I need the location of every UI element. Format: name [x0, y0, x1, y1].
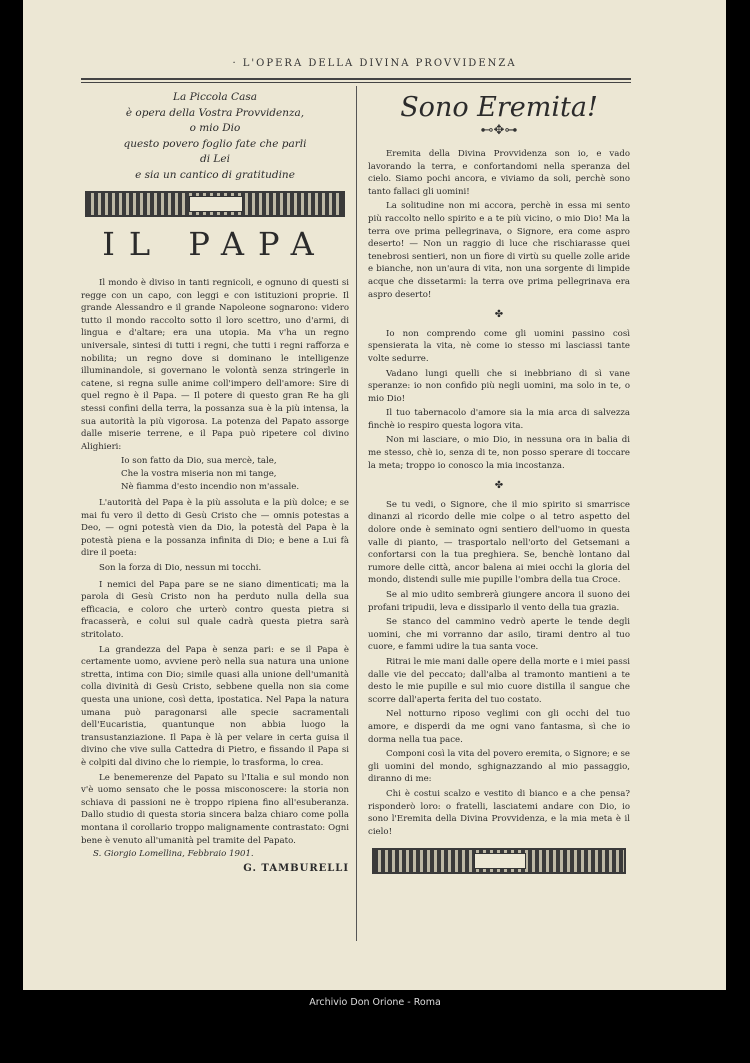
- dedication: [81, 90, 349, 183]
- right-column: [368, 90, 630, 882]
- paragraph: Vadano lungi quelli che si inebbriano di sì vane speranze: io non confido più negli uomini, ma solo in te, o mio Dio!: [368, 368, 630, 404]
- decorative-banner-bottom: [372, 848, 626, 874]
- paragraph: Se stanco del cammino vedrò aperte le tende degli uomini, che mi vorranno dar asilo, tirami dentro al tuo cuore, e fammi udire la tua santa voce.: [368, 617, 630, 653]
- verse-quote: [99, 562, 349, 575]
- paragraph: Il tuo tabernacolo d'amore sia la mia arca di salvezza finchè io respiro questa logora vita.: [368, 408, 630, 431]
- dedication-line: o mio Dio: [189, 122, 241, 134]
- article-body-sono-eremita: [368, 148, 630, 838]
- paragraph: L'autorità del Papa è la più assoluta e la più dolce; e se mai fu vero il detto di Gesù Cristo che — omnis potestas a Deo, — ogni potestà vien da Dio, la potestà del Papa è la potestà piena e la possanza infinita di Dio; e bene a Lui fà dire il poeta:: [81, 498, 349, 559]
- verse-line: Nè fiamma d'esto incendio non m'assale.: [121, 481, 300, 492]
- paragraph: I nemici del Papa pare se ne siano dimenticati; ma la parola di Gesù Cristo non ha perduto nulla della sua efficacia, e coloro che urterò contro questa pietra si fracasserà, e colui sul quale cadrà questa pietra sarà stritolato.: [81, 579, 349, 641]
- paragraph: Chi è costui scalzo e vestito di bianco e a che pensa? risponderò loro: o fratelli, lasciatemi andare con Dio, io sono l'Eremita della Divina Provvidenza, e la mia meta è il cielo!: [368, 788, 630, 837]
- verse-line: Son la forza di Dio, nessun mi tocchi.: [99, 563, 262, 574]
- paragraph: Il mondo è diviso in tanti regnicoli, e ognuno di questi si regge con un capo, con leggi e con istituzioni proprie. Il grande Alessandro e il grande Napoleone sognarono: videro tutto il mondo raccolto sotto il loro scettro, uno d'armi, di lingua e d'altare; era una utopia. Ma v'ha un regno universale, sintesi di tutti i regni, che tutti i regni rafforza e nobilita; un regno dove si dominano le intelligenze illuminandole, si governano le volontà senza stringerle in catene, si regna sulle anime coll'impero dell'amore: Sire di quel regno è il Papa. — Il potere di questo gran Re ha gli stessi confini della terra, la possanza sua è la più intensa, la sua autorità la più vigorosa. La potenza del Papato assorge dalle miserie terrene, e il Papa può ripetere col divino Alighieri:: [81, 278, 349, 452]
- paragraph: Eremita della Divina Provvidenza son io, e vado lavorando la terra, e confortandomi nella speranza del cielo. Siamo pochi ancora, e viviamo da soli, perchè sono tanto fallaci gli uomini!: [368, 149, 630, 197]
- paragraph: La solitudine non mi accora, perchè in essa mi sento più raccolto nello spirito e a te più vicino, o mio Dio! Ma la terra ove prima pellegrinava, o Signore, era come aspro deserto! — Non un raggio di luce che rischiarasse quei tenebrosi sentieri, non un fiore di virtù su quelle zolle aride e bianche, non un'aura di vita, non una sorgente di limpide acque che dissetarmi: la terra ove prima pellegrinava era aspro deserto!: [368, 201, 630, 300]
- dedication-line: La Piccola Casa: [173, 91, 257, 103]
- left-column: [81, 90, 349, 874]
- paragraph: Componi così la vita del povero eremita, o Signore; e se gli uomini del mondo, sghignazzando al mio passaggio, diranno di me:: [368, 749, 630, 785]
- paragraph: Non mi lasciare, o mio Dio, in nessuna ora in balia di me stesso, chè io, senza di te, non posso sperare di toccare la meta; troppo io conosco la mia incostanza.: [368, 435, 630, 471]
- running-header: · L'OPERA DELLA DIVINA PROVVIDENZA: [232, 58, 517, 69]
- author-name: G. TAMBURELLI: [243, 863, 349, 875]
- title-ornament: ⊷✥⊶: [480, 123, 518, 138]
- section-separator: ✤: [494, 309, 504, 321]
- decorative-banner: [85, 191, 345, 217]
- paragraph: Io non comprendo come gli uomini passino così spensierata la vita, nè come io stesso mi lasciassi tante volte sedurre.: [368, 328, 630, 364]
- column-divider: [356, 86, 357, 941]
- archive-credit: Archivio Don Orione - Roma: [309, 997, 441, 1008]
- verse-line: Che la vostra miseria non mi tange,: [121, 468, 277, 479]
- paragraph: Se al mio udito sembrerà giungere ancora il suono dei profani tripudii, leva e dissiparlo il vento della tua grazia.: [368, 590, 630, 613]
- verse-line: Io son fatto da Dio, sua mercè, tale,: [121, 456, 277, 467]
- dedication-line: di Lei: [200, 153, 230, 165]
- article-title-il-papa: IL PAPA: [102, 225, 328, 263]
- paragraph: La grandezza del Papa è senza pari: e se il Papa è certamente uomo, avviene però nella sua natura una unione stretta, intima con Dio; simile quasi alla unione dell'umanità colla divinità di Gesù Cristo, sebbene quella non sia come questa una unione, così detta, ipostatica. Nel Papa la natura umana può paragonarsi alle specie sacramentali dell'Eucaristia, quantunque non abbia luogo la transustanziazione. Il Papa è là per velare in certa guisa il divino che vive sulla Cattedra di Pietro, e fissando il Papa si è colpiti dal divino che lo riempie, lo trasforma, lo crea.: [81, 644, 349, 768]
- dedication-line: e sia un cantico di gratitudine: [135, 168, 295, 181]
- article-title-sono-eremita: Sono Eremita!: [400, 92, 598, 123]
- newspaper-page: [23, 0, 726, 990]
- paragraph: Se tu vedi, o Signore, che il mio spirito si smarrisce dinanzi al ricordo delle mie colpe o al tetro aspetto del dolore onde è seminato ogni sentiero dell'uomo in questa valle di pianto, — trasportalo nell'orto del Getsemani a confortarsi con la tua preghiera. Se, benchè lontano dal rumore delle città, ancor balena ai miei occhi la gloria del mondo, distendi sulle mie pupille l'ombra della tua Croce.: [368, 499, 630, 586]
- article-body-il-papa: [81, 277, 349, 847]
- signature-place-date: S. Giorgio Lomellina, Febbraio 1901.: [93, 849, 254, 860]
- section-separator: ✤: [494, 480, 504, 492]
- dedication-line: è opera della Vostra Provvidenza,: [125, 106, 305, 119]
- paragraph: Le benemerenze del Papato su l'Italia e sul mondo non v'è uomo sensato che le possa misconoscere: la storia non schiava di passioni ne è troppo ripiena fino all'esuberanza. Dallo studio di questa storia sincera balza chiaro come polla montana il corollario troppo malignamente contrastato: Ogni bene è venuto all'umanità pel tramite del Papato.: [81, 772, 349, 846]
- dedication-line: questo povero foglio fate che parli: [123, 137, 307, 150]
- header-rule: [81, 78, 631, 83]
- verse-quote: [121, 455, 349, 493]
- paragraph: Ritrai le mie mani dalle opere della morte e i miei passi dalle vie del peccato; dall'alba al tramonto mantieni a te desto le mie pupille e sul mio cuore distilla il sangue che scorre dall'aperta ferita del tuo costato.: [368, 656, 630, 705]
- paragraph: Nel notturno riposo veglimi con gli occhi del tuo amore, e disperdi da me ogni vano fantasma, sì che io dorma nella tua pace.: [368, 709, 630, 745]
